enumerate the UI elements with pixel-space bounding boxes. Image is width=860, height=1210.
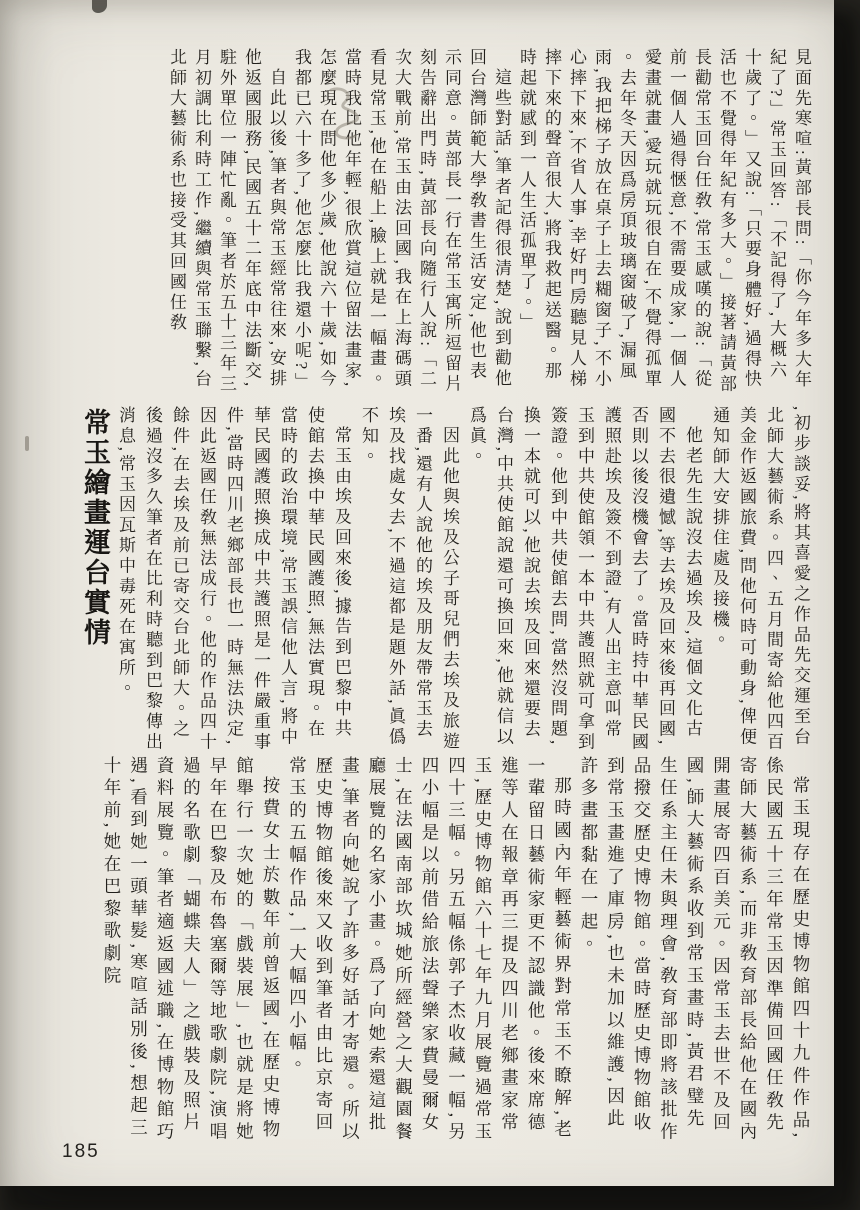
paragraph: ,初步談妥,將其喜愛之作品先交運至台北師大藝術系。四、五月間寄給他四百美金作返國旅費,問他何時可動身,俾便通知師大安排住處及接機。 <box>710 406 810 753</box>
paragraph: 常玉現存在歷史博物館四十九件作品,係民國五十三年常玉因準備回國任敎先寄師大藝術系,而非敎育部長給他在國內開畫展寄四百美元。因常玉去世不及回國,師大藝術系收到常玉畫時,黃君璧先生任系主任未與理會,敎育部即將該批作品撥交歷史博物館。當時歷史博物館收到常玉畫進了庫房,也未加以維護,因此許多畫都黏在一起。 <box>579 756 811 1145</box>
text-block-middle <box>104 406 814 754</box>
scan-artifact-speck <box>92 0 107 13</box>
scan-artifact-mark <box>25 436 29 451</box>
page-number: 185 <box>62 1141 100 1162</box>
section-heading: 常玉繪畫運台實情 <box>80 408 110 648</box>
paragraph: 這些對話,筆者記得很清楚,說到勸他回台灣師範大學敎書生活安定,他也表示同意。黃部長一行在常玉寓所逗留片刻告辭出門時,黃部長向隨行人說:「二次大戰前,常玉由法回國,我在上海碼頭看見常玉,他在船上,臉上就是一幅畫。當時我比他年輕,很欣賞這位留法畫家,怎麼現在問他多少歲,他說六十歲,如今我都已六十多了,他怎麼比我還小呢?」 <box>292 48 511 395</box>
text-block-bottom <box>66 756 814 1145</box>
paragraph: 因此他與埃及公子哥兒們去埃及旅遊一番,還有人說他的埃及朋友帶常玉去埃及找處女去,不過這都是題外話,眞僞不知。 <box>359 406 459 753</box>
paragraph: 他老先生說沒去過埃及,這個文化古國不去很遺憾,等去埃及回來後再回國,否則以後沒機會去了。當時持中華民國護照赴埃及簽不到證,有人出主意叫常玉到中共使館領一本中共護照就可拿到簽證。他到中共使館去問,當然沒問題,換一本就可以,他說去埃及回來還要去台灣,中共使館說還可換回來,他就信以爲眞。 <box>467 406 702 753</box>
text-block-top <box>98 48 814 399</box>
paragraph: 常玉由埃及回來後,據告到巴黎中共使館去換中華民國護照,無法實現。在當時的政治環境,常玉誤信他人言,將中華民國護照換成中共護照是一件嚴重事件,當時四川老鄉部長也一時無法決定,因此返國任敎無法成行。他的作品四十餘件,在去埃及前已寄交台北師大。之後過沒多久筆者在比利時聽到巴黎傳出消息,常玉因瓦斯中毒死在寓所。 <box>116 406 351 753</box>
paragraph: 自此以後,筆者與常玉經常往來,安排他返國服務,民國五十二年底中法斷交,駐外單位一陣忙亂。筆者於五十三年三月初調比利時工作,繼續與常玉聯繫,台北師大藝術系也接受其回國任敎 <box>167 48 286 395</box>
scan-border-right <box>834 0 860 1210</box>
paragraph: 見面先寒喧:黃部長問:「你今年多大年紀了?」常玉回答:「不記得了,大概六十歲了。」又說:「只要身體好,過得快活也不覺得年紀有多大。」接著請黃部長勸常玉回台任敎,常玉感嘆的說:「從前一個人過得愜意,不需要成家,一個人愛畫就畫,愛玩就玩很自在,不覺得孤單。去年冬天因爲房頂玻璃窗破了,漏風雨,我把梯子放在桌子上去糊窗子,不小心摔下來,不省人事,幸好門房聽見人梯摔下來的聲音很大,將我救起送醫。那時起就感到一人生活孤單了。」 <box>517 48 811 395</box>
paragraph: 那時國內年輕藝術界對常玉不瞭解,老一輩留日藝術家更不認識他。後來席德進等人在報章再三提及四川老鄉畫家常玉,歷史博物館六十七年九月展覽過常玉四十三幅。另五幅係郭子杰收藏一幅,另四小幅是以前借給旅法聲樂家費曼爾女士,在法國南部坎城她所經營之大觀園餐廳展覽的名家小畫。爲了向她索還這批畫,筆者向她說了許多好話才寄還。所以歷史博物館後來又收到筆者由比京寄回常玉的五幅作品,一大幅四小幅。 <box>287 756 573 1145</box>
scan-border-bottom <box>0 1186 860 1210</box>
scan-artifact-smudge <box>323 84 367 146</box>
paragraph: 按費女士於數年前曾返國,在歷史博物館舉行一次她的「戲裝展」,也就是將她早年在巴黎及布魯塞爾等地歌劇院,演唱過的名歌劇「蝴蝶夫人」之戲裝及照片資料展覽。筆者適返國述職,在博物館巧遇,看到她一頭華髮,寒喧話別後,想起三十年前,她在巴黎歌劇院 <box>102 756 281 1145</box>
